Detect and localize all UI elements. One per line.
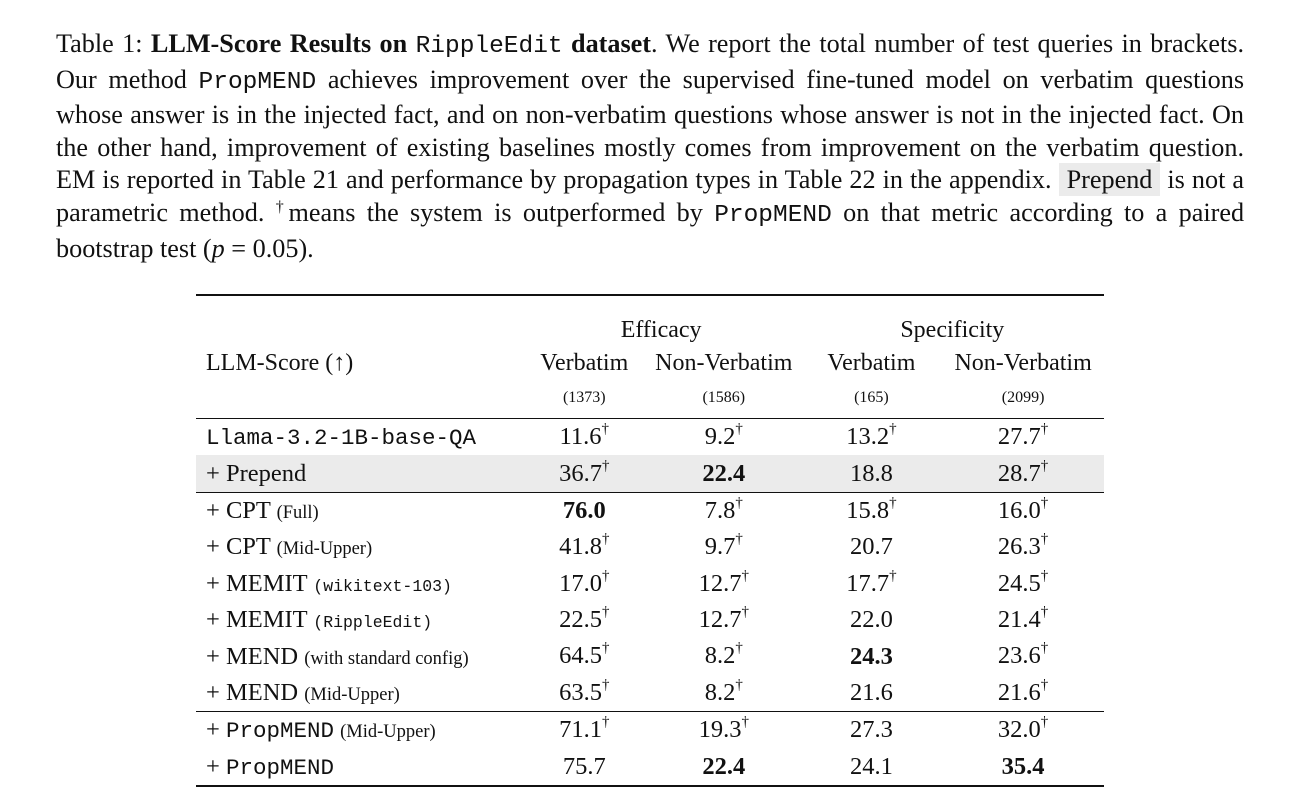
dagger-mark: † — [741, 714, 749, 731]
caption-text-4: means the system is outperformed by — [288, 197, 703, 227]
caption-title-1: LLM-Score Results on — [150, 29, 408, 58]
col-nonverbatim-specificity: Non-Verbatim — [954, 349, 1092, 376]
table-row — [196, 602, 1104, 638]
row-name: + MEND — [206, 642, 299, 670]
count-verbatim-efficacy: (1373) — [562, 389, 606, 406]
table-row — [196, 492, 1104, 529]
caption-p-var: p — [211, 233, 225, 263]
caption-dataset-name: RippleEdit — [415, 33, 563, 60]
cell-value: 64.5 — [559, 642, 602, 670]
row-name: + MEMIT — [206, 569, 308, 597]
cell-value: 27.7 — [997, 423, 1041, 451]
dagger-mark: † — [889, 494, 897, 511]
cell-value: 41.8 — [559, 533, 602, 561]
cell-value: 24.5 — [997, 569, 1041, 597]
caption-text-2: achieves improvement over the supervised fine-tuned model on verbatim questions whose answer is in the injected fact, and on non-verbatim questions whose answer is not in the injected fact. On the other hand, improvement of existing baselines mostly comes from improvement on the verbatim question. EM is reported in Table 21 and performance by propagation types in Table 22 in the appendix. — [56, 64, 1245, 195]
cell-value: 17.7 — [846, 569, 890, 597]
row-name-sub: (Mid-Upper) — [340, 722, 436, 743]
cell-value: 22.4 — [702, 752, 746, 780]
header-row-counts — [196, 378, 1104, 419]
cell-value: 7.8 — [704, 497, 736, 525]
cell-value: 9.2 — [704, 423, 736, 451]
cell-value: 9.7 — [704, 533, 736, 561]
metric-label: LLM-Score (↑) — [206, 349, 354, 376]
count-nonverbatim-efficacy: (1586) — [702, 389, 746, 406]
caption-p-eq: = 0.05). — [224, 233, 314, 263]
dagger-mark: † — [741, 604, 749, 621]
dagger-mark: † — [735, 494, 743, 511]
dagger-mark: † — [735, 421, 743, 438]
col-nonverbatim-efficacy: Non-Verbatim — [655, 349, 793, 376]
table-row — [196, 638, 1104, 674]
cell-value: 19.3 — [698, 716, 742, 744]
row-name: + — [206, 716, 226, 744]
dagger-mark: † — [1040, 676, 1049, 693]
dagger-mark: † — [1040, 604, 1049, 621]
dagger-mark: † — [1040, 531, 1049, 548]
cell-value: 17.0 — [559, 569, 602, 597]
dagger-mark: † — [741, 567, 749, 584]
group-efficacy: Efficacy — [620, 317, 702, 343]
cell-value: 18.8 — [849, 459, 893, 487]
cell-value: 24.1 — [849, 752, 893, 780]
cell-value: 11.6 — [559, 423, 602, 451]
cell-value: 8.2 — [704, 679, 736, 706]
dagger-mark: † — [735, 676, 743, 693]
dagger-mark: † — [601, 421, 609, 438]
row-name: + CPT — [206, 533, 271, 561]
col-verbatim-specificity: Verbatim — [827, 349, 916, 376]
cell-value: 36.7 — [559, 459, 602, 487]
header-empty — [196, 295, 522, 348]
row-name-mono: PropMEND — [225, 718, 334, 745]
table-row — [196, 419, 1104, 456]
row-name-sub: (with standard config) — [304, 648, 469, 669]
results-table — [196, 294, 1104, 787]
cell-value: 16.0 — [997, 497, 1041, 525]
caption-dagger: † — [275, 198, 289, 216]
dagger-mark: † — [735, 640, 743, 657]
dagger-mark: † — [601, 567, 610, 584]
cell-value: 35.4 — [1001, 752, 1045, 780]
row-name-mono: PropMEND — [225, 754, 334, 781]
count-nonverbatim-specificity: (2099) — [1001, 389, 1045, 406]
cell-value: 8.2 — [704, 642, 736, 670]
cell-value: 15.8 — [846, 497, 890, 525]
caption-method-name-2: PropMEND — [714, 201, 832, 229]
cell-value: 12.7 — [698, 606, 742, 634]
dagger-mark: † — [735, 531, 743, 548]
cell-value: 12.7 — [698, 569, 742, 597]
dagger-mark: † — [601, 604, 610, 621]
cell-value: 21.6 — [849, 678, 893, 706]
dagger-mark: † — [1040, 567, 1049, 584]
table-row — [196, 712, 1104, 749]
cell-value: 22.0 — [849, 606, 893, 634]
col-verbatim-efficacy: Verbatim — [540, 349, 629, 376]
cell-value: 75.7 — [562, 752, 606, 780]
caption-prepend-highlight: Prepend — [1059, 163, 1161, 196]
caption-text-5: on that metric according to a paired bootstrap test ( — [56, 197, 1245, 263]
header-row-groups — [196, 295, 1104, 348]
caption-text-3: is not a parametric method. — [56, 165, 1244, 227]
cell-value: 13.2 — [846, 423, 890, 451]
caption-method-name: PropMEND — [198, 68, 317, 96]
dagger-mark: † — [601, 457, 610, 474]
caption-text-1: . We report the total number of test queries in brackets. Our method — [56, 29, 1245, 94]
group-specificity: Specificity — [900, 317, 1005, 343]
row-name-sub: (RippleEdit) — [313, 613, 433, 633]
row-name: + MEMIT — [206, 606, 308, 634]
cell-value: 22.5 — [559, 606, 602, 634]
row-name: + CPT — [206, 496, 271, 524]
row-name: + Prepend — [206, 459, 307, 487]
table-row — [196, 566, 1104, 602]
dagger-mark: † — [889, 567, 897, 584]
cell-value: 71.1 — [559, 716, 602, 744]
dagger-mark: † — [1040, 714, 1049, 731]
cell-value: 24.3 — [849, 642, 893, 670]
row-name-sub: (wikitext-103) — [313, 576, 452, 596]
cell-value: 21.4 — [997, 606, 1041, 634]
dagger-mark: † — [1040, 494, 1049, 511]
dagger-mark: † — [1040, 640, 1049, 657]
caption-title-2: dataset — [571, 29, 652, 58]
cell-value: 32.0 — [997, 716, 1041, 744]
cell-value: 21.6 — [997, 679, 1041, 706]
dagger-mark: † — [601, 676, 610, 693]
table-row — [196, 529, 1104, 565]
dagger-mark: † — [601, 531, 610, 548]
row-name-sub: (Full) — [276, 502, 319, 523]
table-row — [196, 455, 1104, 492]
cell-value: 28.7 — [997, 459, 1041, 487]
dagger-mark: † — [889, 421, 897, 438]
row-name: + — [206, 752, 226, 780]
dagger-mark: † — [1040, 457, 1049, 474]
row-name: + MEND — [206, 678, 299, 706]
cell-value: 22.4 — [702, 459, 746, 487]
cell-value: 23.6 — [997, 642, 1041, 670]
table-row — [196, 675, 1104, 712]
cell-value: 76.0 — [562, 496, 606, 524]
cell-value: 27.3 — [849, 716, 893, 744]
header-row-columns — [196, 348, 1104, 378]
table-caption — [56, 28, 1244, 265]
count-verbatim-specificity: (165) — [854, 389, 889, 406]
row-name-sub: (Mid-Upper) — [276, 539, 373, 560]
dagger-mark: † — [601, 640, 610, 657]
row-name-sub: (Mid-Upper) — [304, 684, 400, 705]
dagger-mark: † — [601, 714, 610, 731]
row-name: Llama-3.2-1B-base-QA — [206, 425, 477, 452]
dagger-mark: † — [1040, 421, 1049, 438]
cell-value: 20.7 — [849, 533, 893, 561]
cell-value: 63.5 — [559, 679, 602, 706]
cell-value: 26.3 — [997, 533, 1041, 561]
caption-label: Table 1: — [56, 29, 143, 58]
table-row — [196, 749, 1104, 786]
